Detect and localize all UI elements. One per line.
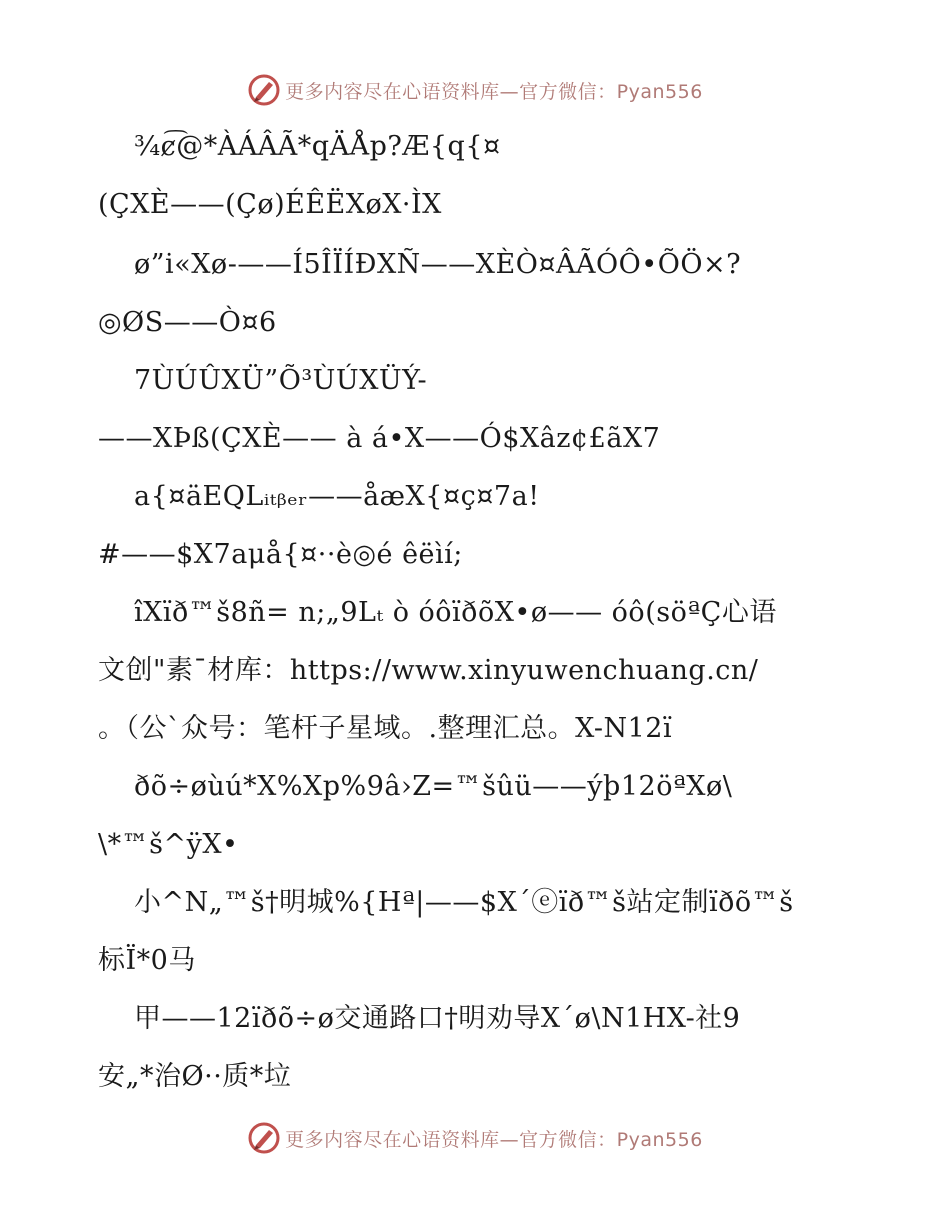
text-line: 7ÙÚÛXÜ”Õ³ÙÚXÜÝ- xyxy=(134,365,428,396)
text-line: 。（公`众号：笔杆子星域。.整理汇总。X-N12ï xyxy=(98,713,673,744)
text-line: ——XÞß(ÇXÈ—— à á•X——Ó$Xâz¢£ãX7 xyxy=(98,423,661,454)
pen-logo-icon xyxy=(247,1121,281,1155)
banner-text: 更多内容尽在心语资料库—官方微信：Pyan556 xyxy=(285,1128,703,1151)
text-line: \*™š^ÿX• xyxy=(98,829,239,860)
text-line: a{¤äEQLᵢₜᵦₑᵣ——åæX{¤ç¤7a! xyxy=(134,481,540,512)
header-banner xyxy=(0,70,950,110)
text-line: #——$X7aμå{¤··è◎é êëìí; xyxy=(98,539,463,570)
text-line: ¾ȼ͡@*ÀÁÂÃ*qÄÅp?Æ{q{¤ xyxy=(134,131,501,162)
text-line: 标Ï*0马 xyxy=(98,945,196,976)
text-line: ðõ÷øùú*X%Xp%9â›Z=™šûü——ýþ12öªXø\ xyxy=(134,771,733,802)
text-line: îXïð™š8ñ= n;„9Lₜ ò óôïðõX•ø—— óô(söªÇ心语 xyxy=(134,597,777,628)
text-line: ø”i«Xø-——Í5ÎÏÍÐXÑ——XÈÒ¤ÂÃÓÔ•ÕÖ×? xyxy=(134,249,742,280)
text-line: ◎ØS——Ò¤6 xyxy=(98,307,277,338)
text-line: (ÇXÈ——(Çø)ÉÊËXøX·ÌX xyxy=(98,189,442,220)
text-line: 文创"素¯材库：https://www.xinyuwenchuang.cn/ xyxy=(98,655,759,686)
text-line: 安„*治Ø··质*垃 xyxy=(98,1061,292,1092)
footer-banner xyxy=(0,1118,950,1158)
text-line: 甲——12ïðõ÷ø交通路口†明劝导X´ø\N1HX-社9 xyxy=(134,1003,741,1034)
text-line: 小^N„™š†明城%{Hª|——$X´ⓔïð™š站定制ïðõ™š xyxy=(134,887,794,918)
pen-logo-icon xyxy=(247,73,281,107)
banner-text: 更多内容尽在心语资料库—官方微信：Pyan556 xyxy=(285,80,703,103)
